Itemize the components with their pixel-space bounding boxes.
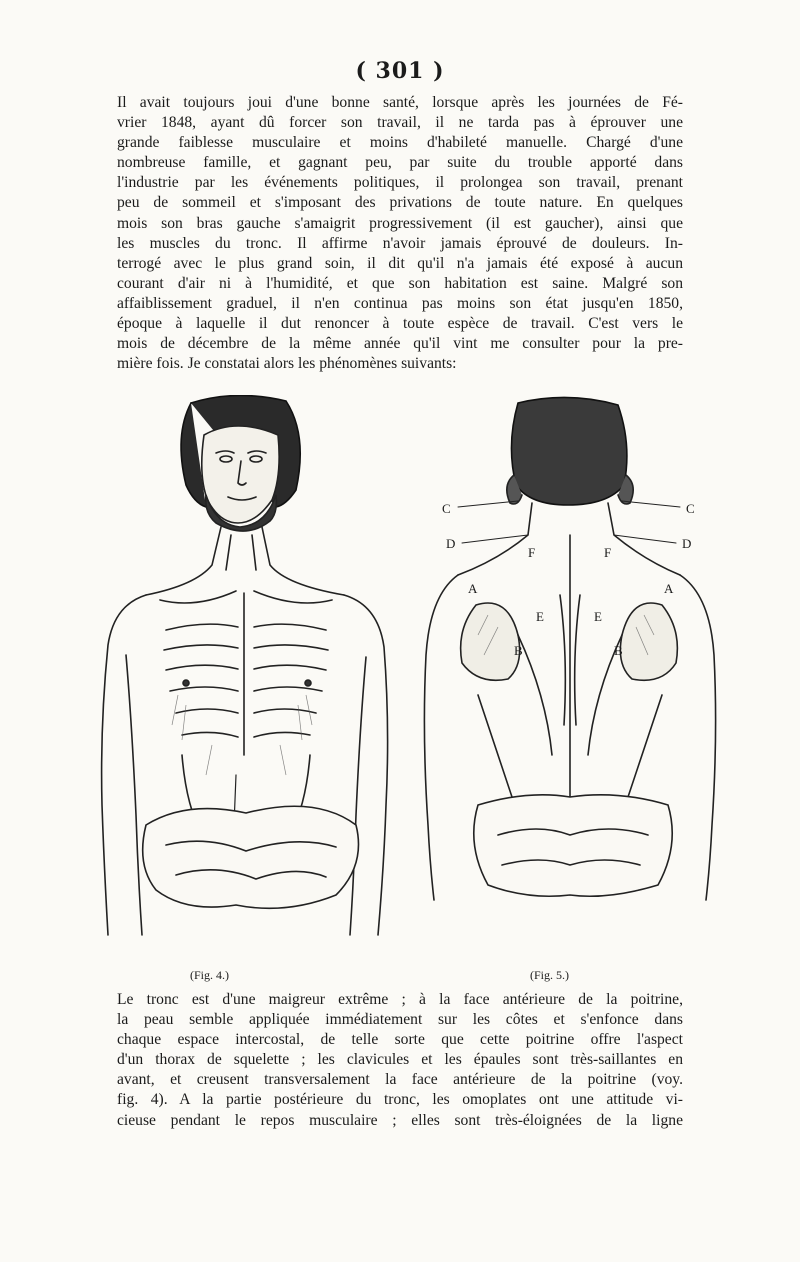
text-line: Il avait toujours joui d'une bonne santé, lorsque après les journées de Fé- bbox=[117, 94, 683, 111]
text-line: affaiblissement graduel, il n'en continua pas moins son état jusqu'en 1850, bbox=[117, 294, 683, 312]
label-b-left: B bbox=[514, 643, 523, 658]
paragraph-bottom bbox=[117, 990, 683, 1131]
text-line: mière fois. Je constatai alors les phénomènes suivants: bbox=[117, 355, 457, 373]
label-f-right: F bbox=[604, 545, 612, 560]
front-torso-illustration bbox=[86, 395, 416, 955]
text-line: Le tronc est d'une maigreur extrême ; à la face antérieure de la poitrine, bbox=[117, 991, 683, 1008]
figure-4-front-torso bbox=[86, 395, 416, 955]
figure-4-caption: (Fig. 4.) bbox=[190, 968, 229, 982]
text-line: terrogé avec le plus grand soin, il dit qu'il n'a jamais été exposé à aucun bbox=[117, 254, 683, 272]
text-line: mois son bras gauche s'amaigrit progressivement (il est gaucher), ainsi que bbox=[117, 214, 683, 232]
text-line: chaque espace intercostal, de telle sorte que cette poitrine offre l'aspect bbox=[117, 1031, 683, 1049]
text-line: courant d'air ni à l'humidité, et que son habitation est saine. Malgré son bbox=[117, 274, 683, 292]
text-line: l'industrie par les événements politiques, il prolongea son travail, prenant bbox=[117, 174, 683, 192]
label-c-right: C bbox=[686, 501, 695, 516]
label-e-left: E bbox=[536, 609, 544, 624]
text-line: peu de sommeil et s'imposant des privations de toute nature. En quelques bbox=[117, 194, 683, 212]
text-line: époque à laquelle il dut renoncer à toute espèce de travail. C'est vers le bbox=[117, 315, 683, 333]
text-line: cieuse pendant le repos musculaire ; elles sont très-éloignées de la ligne bbox=[117, 1111, 683, 1129]
page-number: ( 301 ) bbox=[355, 58, 445, 84]
text-line: les muscles du tronc. Il affirme n'avoir jamais éprouvé de douleurs. In- bbox=[117, 234, 683, 252]
text-line: fig. 4). A la partie postérieure du tronc, les omoplates ont une attitude vi- bbox=[117, 1091, 683, 1109]
text-line: avant, et creusent transversalement la face antérieure de la poitrine (voy. bbox=[117, 1071, 683, 1089]
label-b-right: B bbox=[614, 643, 623, 658]
text-line: mois de décembre de la même année qu'il vint me consulter pour la pre- bbox=[117, 335, 683, 353]
figure-5-back-torso bbox=[418, 395, 720, 905]
label-c-left: C bbox=[442, 501, 451, 516]
label-f-left: F bbox=[528, 545, 536, 560]
label-a-left: A bbox=[468, 581, 478, 596]
text-line: nombreuse famille, et gagnant peu, par suite du trouble apporté dans bbox=[117, 154, 683, 172]
text-line: grande faiblesse musculaire et moins d'habileté manuelle. Chargé d'une bbox=[117, 134, 683, 152]
figure-area bbox=[80, 395, 720, 975]
paragraph-top bbox=[117, 93, 683, 374]
text-line: d'un thorax de squelette ; les clavicules et les épaules sont très-saillantes en bbox=[117, 1051, 683, 1069]
back-torso-illustration bbox=[418, 395, 720, 905]
text-line: vrier 1848, ayant dû forcer son travail, il ne tarda pas à éprouver une bbox=[117, 114, 683, 132]
figure-5-caption: (Fig. 5.) bbox=[530, 968, 569, 982]
label-d-right: D bbox=[682, 536, 692, 551]
text-line: la peau semble appliquée immédiatement sur les côtes et s'enfonce dans bbox=[117, 1011, 683, 1029]
label-d-left: D bbox=[446, 536, 456, 551]
label-e-right: E bbox=[594, 609, 602, 624]
label-a-right: A bbox=[664, 581, 674, 596]
